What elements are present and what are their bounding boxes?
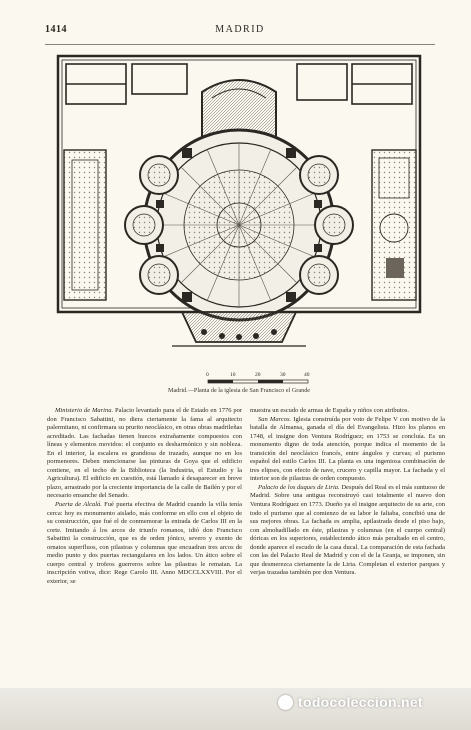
- church-floor-plan: [52, 50, 426, 350]
- paragraph: [47, 407, 242, 501]
- paragraph: [250, 416, 445, 484]
- paragraph-text: Fué puerta efectiva de Madrid cuando la villa tenía cerca: hoy es monumento aislado, más conforme en ello con el objeto de su construcción, que fué el de conmemorar la entrada de Carlos III en la corte. Imitando á los arcos de triunfo romanos, idió don Francisco Sabattini la construcción, que es de orden jónico, severo y exento de ornatos superfluos, con pilastras y columnas que encuadran tres arcos de medio punto y dos puertas rectangulares en los lados. Un ático sobre el cuerpo central y trofeos guerreros sobre las pilastras le rematan. La inscripción votiva, dice: Rege Carolo III. Anno MDCCLXXVIII. Por el exterior, se: [47, 501, 242, 585]
- paragraph-lead: Ministerio de Marina.: [55, 407, 114, 414]
- header-rule: [45, 44, 435, 45]
- scale-label: 30: [280, 372, 286, 378]
- watermark-logo-icon: [278, 695, 293, 710]
- running-head: MADRID: [215, 24, 265, 35]
- scale-label: 10: [230, 372, 236, 378]
- paragraph-text: Palacio levantado para el de Estado en 1776 por don Francisco Sabattini, no diera ciertamente la fama al arquitecto palermitano, ni confirmara su prurito neoclásico, en otras obras madrileñas acreditado. Las fachadas tienen huecos extrañamente compuestos con líneas y elementos movidos: el conjunto es desharmónico y sin nobleza. En el interior, la escalera es grandiosa de trazado, aunque no en los pormenores. Deben mencionarse las pinturas de Goya que el edificio contiene, en el techo de la Biblioteca (la Industria, el Estudio y la Agricultura). El edificio en cuestión, está llamado á desaparecer en breve plazo, arrastrado por la creciente importancia de la calle de Bailén y por el necesario ensanche del Senado.: [47, 407, 243, 500]
- paragraph: [250, 484, 445, 578]
- figure-caption: Madrid.—Planta de la iglesia de San Francisco el Grande: [167, 387, 311, 394]
- paragraph-lead: Puerta de Alcalá.: [55, 501, 102, 509]
- paragraph-text: Después del Real es el más suntuoso de Madrid. Sobre una antigua reconstruyó casi totalmente el nuevo don Ventura Rodríguez en 1773. Dueño ya el insigne arquitecto de su arte, con todo el purismo que al comienzo de su labor le faltaba, concibió una de sus mejores obras. La fachada es amplia, apilastrada desde el piso bajo, con almohadillado en éste, pilastras y columnas (en el cuerpo central) dóricas en los superiores, estableciendo ático más peraltado en el centro, donde aparece el escudo de la casa ducal. La comparación de esta fachada con las del Palacio Real de Madrid y con el de la Granja, se imponen, sin que desmerezca ciertamente la de Liria. Completan el exterior parques y verjas trazadas también por don Ventura.: [250, 483, 446, 577]
- paragraph-lead: San Marcos.: [258, 415, 292, 423]
- text-column-right: [250, 407, 445, 578]
- paragraph-text: muestra un escudo de armas de España y niños con atributos.: [250, 407, 410, 414]
- scale-label: 20: [255, 372, 261, 378]
- text-column-left: [47, 407, 242, 586]
- scale-label: 40: [304, 372, 310, 378]
- paragraph: [250, 407, 445, 416]
- scale-label: 0: [206, 372, 209, 378]
- paragraph-lead: Palacio de los duques de Liria.: [258, 483, 340, 491]
- watermark-text: todocoleccion.net: [298, 694, 423, 710]
- floor-plan-drawing: [52, 50, 426, 350]
- page-header: [45, 24, 435, 38]
- paragraph-text: Iglesia construída por voto de Felipe V con motivo de la batalla de Almansa, ganada el día del Evangelista. Hizo los planos en 1748, el insigne don Ventura Rodríguez; en 1753 se concluía. Es un monumento digno de toda atención, porque indica el momento de la transición del neoclásico francés, entre ángulos y curvas; el purismo español del estilo Carlos III. La planta es una ingeniosa combinación de tres elipses, con efecto de nave, crucero y capilla mayor. La fachada y el interior son de pilastras de orden compuesto.: [250, 415, 445, 483]
- scale-bar: [206, 372, 312, 386]
- paragraph: [47, 501, 242, 586]
- page-number: 1414: [45, 24, 67, 35]
